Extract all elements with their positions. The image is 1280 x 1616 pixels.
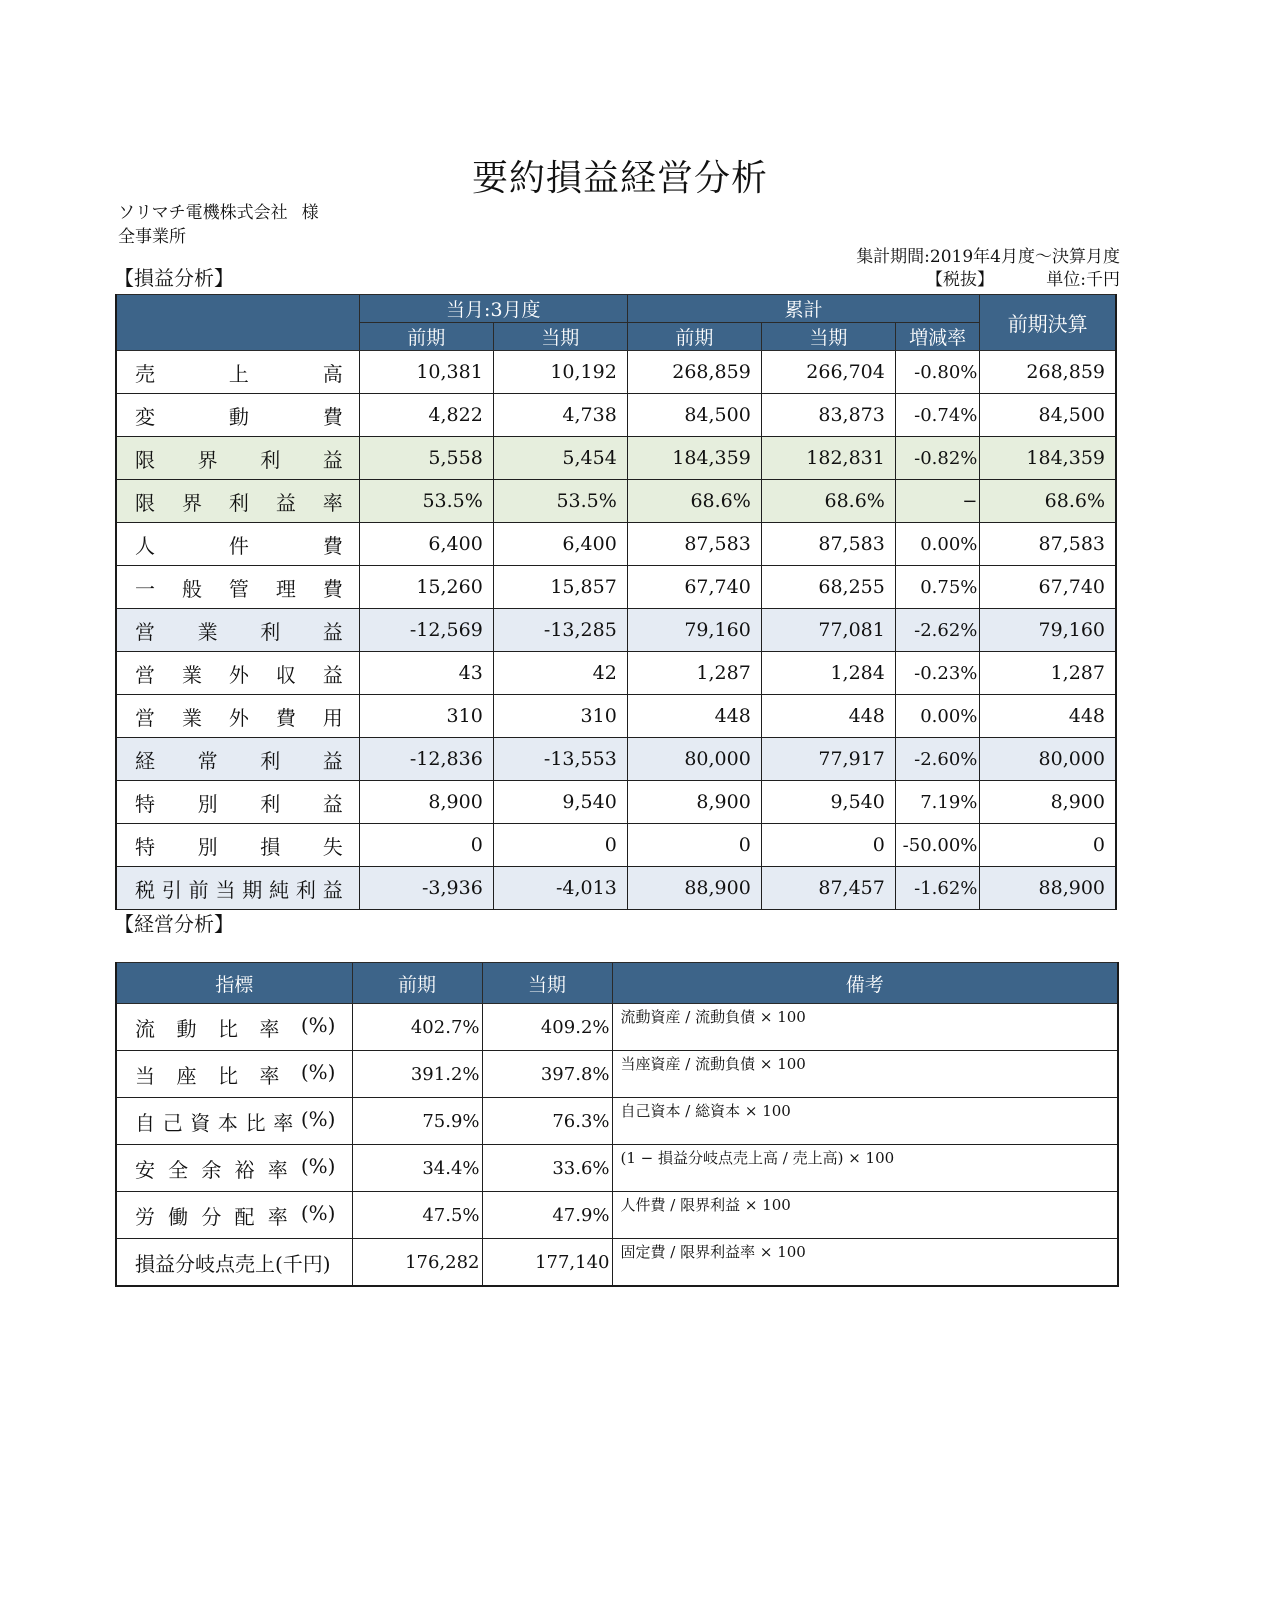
- row-label-char: 限: [135, 490, 155, 515]
- pl-table: [115, 294, 1117, 910]
- row-label-char: 自: [135, 1110, 155, 1135]
- row-label: [116, 351, 359, 394]
- row-label-char: 別: [197, 834, 218, 859]
- pl-value-cell: 77,917: [761, 738, 895, 781]
- pl-value-cell: 68.6%: [980, 480, 1116, 523]
- pl-value-cell: 53.5%: [359, 480, 493, 523]
- row-label-char: 利: [260, 447, 281, 472]
- pl-value-cell: 268,859: [980, 351, 1116, 394]
- row-label-char: 税: [135, 877, 155, 902]
- pl-value-cell: 4,738: [493, 394, 627, 437]
- pl-value-cell: 83,873: [761, 394, 895, 437]
- row-label-char: (%): [300, 1200, 336, 1225]
- pl-subheader: 増減率: [895, 323, 980, 351]
- pl-rate-cell: 7.19%: [895, 781, 980, 824]
- pl-row: [116, 437, 1116, 480]
- row-label-char: 損: [260, 834, 281, 859]
- row-label: [116, 437, 359, 480]
- row-label-char: 用: [322, 705, 343, 730]
- row-label-char: (%): [300, 1059, 336, 1084]
- pl-value-cell: -4,013: [493, 867, 627, 910]
- row-label-char: 利: [260, 748, 281, 773]
- pl-value-cell: 9,540: [761, 781, 895, 824]
- row-label-char: 費: [322, 404, 343, 429]
- mgmt-header-prev: 前期: [352, 963, 482, 1004]
- pl-value-cell: 268,859: [627, 351, 761, 394]
- row-label: [116, 1098, 352, 1145]
- mgmt-note-cell: 当座資産 / 流動負債 × 100: [612, 1051, 1118, 1098]
- row-label-char: 売: [135, 361, 155, 386]
- mgmt-curr-cell: 177,140: [482, 1239, 612, 1287]
- mgmt-row: [116, 1051, 1118, 1098]
- pl-row: [116, 781, 1116, 824]
- pl-value-cell: 6,400: [493, 523, 627, 566]
- pl-rate-cell: -0.80%: [895, 351, 980, 394]
- pl-value-cell: 1,287: [627, 652, 761, 695]
- row-label: [116, 609, 359, 652]
- pl-rate-cell: -2.62%: [895, 609, 980, 652]
- row-label-char: 界: [181, 490, 202, 515]
- row-label-char: 裕: [234, 1157, 255, 1182]
- row-label-char: 外: [228, 705, 249, 730]
- row-label-char: 益: [322, 619, 343, 644]
- row-label-char: 流: [135, 1016, 155, 1041]
- aggregation-period: 集計期間:2019年4月度〜決算月度: [856, 247, 1120, 267]
- row-label-char: 利: [228, 490, 249, 515]
- row-label: [116, 480, 359, 523]
- mgmt-row: [116, 1145, 1118, 1192]
- pl-value-cell: 80,000: [627, 738, 761, 781]
- pl-value-cell: 0: [761, 824, 895, 867]
- row-label-char: 期: [242, 877, 263, 902]
- row-label-char: (%): [300, 1153, 336, 1178]
- row-label-char: 特: [135, 834, 155, 859]
- pl-value-cell: -12,569: [359, 609, 493, 652]
- pl-value-cell: 1,287: [980, 652, 1116, 695]
- pl-value-cell: 4,822: [359, 394, 493, 437]
- pl-row: [116, 480, 1116, 523]
- row-label-char: 率: [259, 1016, 280, 1041]
- mgmt-row: [116, 1239, 1118, 1287]
- row-label-char: 安: [135, 1157, 155, 1182]
- row-label: [116, 1145, 352, 1192]
- row-label-char: 配: [234, 1204, 255, 1229]
- row-label-char: 率: [322, 490, 343, 515]
- company-name-text: ソリマチ電機株式会社: [118, 203, 288, 223]
- pl-value-cell: 10,381: [359, 351, 493, 394]
- pl-value-cell: 43: [359, 652, 493, 695]
- mgmt-prev-cell: 402.7%: [352, 1004, 482, 1051]
- row-label-char: 資: [190, 1110, 211, 1135]
- row-label-char: 人: [135, 533, 155, 558]
- row-label-char: 経: [135, 748, 155, 773]
- pl-rate-cell: -1.62%: [895, 867, 980, 910]
- pl-value-cell: 84,500: [980, 394, 1116, 437]
- pl-row: [116, 351, 1116, 394]
- row-label-char: 動: [176, 1016, 197, 1041]
- row-label-char: 営: [135, 662, 155, 687]
- mgmt-prev-cell: 391.2%: [352, 1051, 482, 1098]
- pl-row: [116, 652, 1116, 695]
- pl-value-cell: 53.5%: [493, 480, 627, 523]
- pl-subheader: 当期: [761, 323, 895, 351]
- row-label-char: 率: [273, 1110, 294, 1135]
- row-label-char: 外: [228, 662, 249, 687]
- pl-value-cell: 448: [980, 695, 1116, 738]
- pl-value-cell: 0: [980, 824, 1116, 867]
- row-label-char: 利: [260, 791, 281, 816]
- row-label-char: 限: [135, 447, 155, 472]
- row-label-char: 比: [217, 1016, 238, 1041]
- row-label-char: 別: [197, 791, 218, 816]
- mgmt-header-curr: 当期: [482, 963, 612, 1004]
- row-label-char: 率: [259, 1063, 280, 1088]
- pl-value-cell: 8,900: [627, 781, 761, 824]
- pl-value-cell: -13,553: [493, 738, 627, 781]
- row-label-char: 営: [135, 705, 155, 730]
- row-label-char: 営: [135, 619, 155, 644]
- row-label-char: 費: [322, 533, 343, 558]
- row-label-char: 純: [269, 877, 290, 902]
- pl-value-cell: 87,583: [980, 523, 1116, 566]
- pl-value-cell: 88,900: [627, 867, 761, 910]
- mgmt-note-cell: 固定費 / 限界利益率 × 100: [612, 1239, 1118, 1287]
- pl-row: [116, 824, 1116, 867]
- pl-value-cell: 184,359: [627, 437, 761, 480]
- pl-row: [116, 695, 1116, 738]
- row-label: [116, 1239, 352, 1287]
- pl-value-cell: -12,836: [359, 738, 493, 781]
- pl-value-cell: 77,081: [761, 609, 895, 652]
- pl-value-cell: 1,284: [761, 652, 895, 695]
- pl-value-cell: 448: [761, 695, 895, 738]
- pl-rate-cell: −: [895, 480, 980, 523]
- pl-rate-cell: 0.00%: [895, 695, 980, 738]
- pl-value-cell: 42: [493, 652, 627, 695]
- pl-value-cell: 8,900: [359, 781, 493, 824]
- pl-value-cell: 0: [493, 824, 627, 867]
- row-label-char: 全: [168, 1157, 189, 1182]
- row-label-char: 業: [181, 705, 202, 730]
- row-label-char: (%): [300, 1012, 336, 1037]
- row-label-char: 益: [322, 447, 343, 472]
- mgmt-prev-cell: 75.9%: [352, 1098, 482, 1145]
- pl-value-cell: 67,740: [627, 566, 761, 609]
- mgmt-curr-cell: 409.2%: [482, 1004, 612, 1051]
- row-label-char: 業: [181, 662, 202, 687]
- row-label-char: 益: [322, 662, 343, 687]
- mgmt-prev-cell: 47.5%: [352, 1192, 482, 1239]
- row-label-char: 利: [295, 877, 316, 902]
- pl-row: [116, 566, 1116, 609]
- pl-value-cell: 266,704: [761, 351, 895, 394]
- mgmt-row: [116, 1004, 1118, 1051]
- pl-rate-cell: -2.60%: [895, 738, 980, 781]
- mgmt-row: [116, 1098, 1118, 1145]
- pl-value-cell: 15,260: [359, 566, 493, 609]
- pl-subheader: 前期: [359, 323, 493, 351]
- unit-note: 単位:千円: [1046, 270, 1120, 290]
- company-name: [118, 198, 319, 223]
- pl-value-cell: 84,500: [627, 394, 761, 437]
- pl-rate-cell: 0.00%: [895, 523, 980, 566]
- page-title: 要約損益経営分析: [471, 158, 768, 199]
- row-label-char: 費: [275, 705, 296, 730]
- row-label-char: 高: [322, 361, 343, 386]
- section-mgmt-heading: 【経営分析】: [114, 912, 234, 936]
- pl-value-cell: 184,359: [980, 437, 1116, 480]
- tax-note: 【税抜】: [926, 270, 994, 290]
- pl-value-cell: 0: [359, 824, 493, 867]
- row-label-char: 働: [168, 1204, 189, 1229]
- row-label-char: 本: [217, 1110, 238, 1135]
- row-label-char: 収: [275, 662, 296, 687]
- honorific: 様: [301, 203, 319, 223]
- pl-row: [116, 523, 1116, 566]
- pl-row: [116, 738, 1116, 781]
- row-label-char: 失: [322, 834, 343, 859]
- row-label-char: 界: [197, 447, 218, 472]
- row-label-char: 労: [135, 1204, 155, 1229]
- row-label-char: 損益分岐点売上(千円): [135, 1251, 331, 1276]
- mgmt-header-note: 備考: [612, 963, 1118, 1004]
- pl-value-cell: 5,454: [493, 437, 627, 480]
- pl-rate-cell: -0.23%: [895, 652, 980, 695]
- row-label-char: 当: [215, 877, 236, 902]
- row-label-char: 上: [228, 361, 249, 386]
- row-label: [116, 652, 359, 695]
- row-label: [116, 1051, 352, 1098]
- pl-value-cell: 67,740: [980, 566, 1116, 609]
- pl-value-cell: 9,540: [493, 781, 627, 824]
- pl-rate-cell: 0.75%: [895, 566, 980, 609]
- pl-value-cell: -13,285: [493, 609, 627, 652]
- row-label: [116, 523, 359, 566]
- row-label-char: 分: [201, 1204, 222, 1229]
- row-label-char: 率: [267, 1157, 288, 1182]
- pl-value-cell: 0: [627, 824, 761, 867]
- row-label-char: 益: [275, 490, 296, 515]
- row-label-char: 率: [267, 1204, 288, 1229]
- pl-row: [116, 609, 1116, 652]
- row-label: [116, 824, 359, 867]
- row-label: [116, 867, 359, 910]
- pl-value-cell: 87,583: [627, 523, 761, 566]
- pl-value-cell: 68,255: [761, 566, 895, 609]
- pl-value-cell: 87,457: [761, 867, 895, 910]
- row-label-char: 一: [135, 576, 155, 601]
- row-label: [116, 394, 359, 437]
- row-label-char: (%): [300, 1106, 336, 1131]
- row-label-char: 管: [228, 576, 249, 601]
- mgmt-curr-cell: 33.6%: [482, 1145, 612, 1192]
- pl-value-cell: 87,583: [761, 523, 895, 566]
- pl-value-cell: 8,900: [980, 781, 1116, 824]
- row-label-char: 利: [260, 619, 281, 644]
- row-label-char: 変: [135, 404, 155, 429]
- mgmt-note-cell: 流動資産 / 流動負債 × 100: [612, 1004, 1118, 1051]
- row-label-char: 益: [322, 748, 343, 773]
- pl-value-cell: 310: [493, 695, 627, 738]
- pl-rate-cell: -50.00%: [895, 824, 980, 867]
- row-label-char: 余: [201, 1157, 222, 1182]
- pl-value-cell: 182,831: [761, 437, 895, 480]
- row-label-char: 引: [161, 877, 182, 902]
- mgmt-prev-cell: 34.4%: [352, 1145, 482, 1192]
- pl-header-month: 当月:3月度: [359, 295, 627, 323]
- pl-value-cell: 15,857: [493, 566, 627, 609]
- mgmt-curr-cell: 47.9%: [482, 1192, 612, 1239]
- mgmt-table: [115, 962, 1119, 1287]
- mgmt-curr-cell: 76.3%: [482, 1098, 612, 1145]
- pl-value-cell: 88,900: [980, 867, 1116, 910]
- row-label-char: 業: [197, 619, 218, 644]
- pl-subheader: 当期: [493, 323, 627, 351]
- row-label-char: 座: [176, 1063, 197, 1088]
- pl-value-cell: 68.6%: [761, 480, 895, 523]
- pl-header-cumulative: 累計: [627, 295, 980, 323]
- pl-value-cell: 79,160: [627, 609, 761, 652]
- mgmt-note-cell: 人件費 / 限界利益 × 100: [612, 1192, 1118, 1239]
- pl-value-cell: 79,160: [980, 609, 1116, 652]
- pl-row: [116, 867, 1116, 910]
- pl-header-blank: [116, 295, 359, 351]
- pl-value-cell: 6,400: [359, 523, 493, 566]
- row-label-char: 件: [228, 533, 249, 558]
- row-label-char: 益: [322, 877, 343, 902]
- pl-header-prev-settlement: 前期決算: [980, 295, 1116, 351]
- pl-subheader: 前期: [627, 323, 761, 351]
- row-label: [116, 781, 359, 824]
- row-label: [116, 738, 359, 781]
- row-label: [116, 1004, 352, 1051]
- pl-row: [116, 394, 1116, 437]
- row-label-char: 比: [245, 1110, 266, 1135]
- mgmt-note-cell: (1 − 損益分岐点売上高 / 売上高) × 100: [612, 1145, 1118, 1192]
- row-label-char: 前: [188, 877, 209, 902]
- row-label-char: 般: [181, 576, 202, 601]
- row-label-char: 理: [275, 576, 296, 601]
- pl-rate-cell: -0.82%: [895, 437, 980, 480]
- pl-value-cell: 310: [359, 695, 493, 738]
- row-label-char: 当: [135, 1063, 155, 1088]
- mgmt-header-indicator: 指標: [116, 963, 352, 1004]
- pl-value-cell: 5,558: [359, 437, 493, 480]
- row-label-char: 費: [322, 576, 343, 601]
- row-label: [116, 695, 359, 738]
- pl-value-cell: 10,192: [493, 351, 627, 394]
- row-label-char: 比: [217, 1063, 238, 1088]
- mgmt-prev-cell: 176,282: [352, 1239, 482, 1287]
- pl-value-cell: -3,936: [359, 867, 493, 910]
- row-label-char: 特: [135, 791, 155, 816]
- row-label-char: 益: [322, 791, 343, 816]
- row-label-char: 動: [228, 404, 249, 429]
- mgmt-curr-cell: 397.8%: [482, 1051, 612, 1098]
- section-pl-heading: 【損益分析】: [114, 266, 234, 290]
- pl-value-cell: 448: [627, 695, 761, 738]
- pl-value-cell: 68.6%: [627, 480, 761, 523]
- row-label: [116, 566, 359, 609]
- row-label-char: 己: [162, 1110, 183, 1135]
- mgmt-note-cell: 自己資本 / 総資本 × 100: [612, 1098, 1118, 1145]
- row-label-char: 常: [197, 748, 218, 773]
- row-label: [116, 1192, 352, 1239]
- pl-value-cell: 80,000: [980, 738, 1116, 781]
- mgmt-row: [116, 1192, 1118, 1239]
- pl-rate-cell: -0.74%: [895, 394, 980, 437]
- office-name: 全事業所: [118, 227, 186, 247]
